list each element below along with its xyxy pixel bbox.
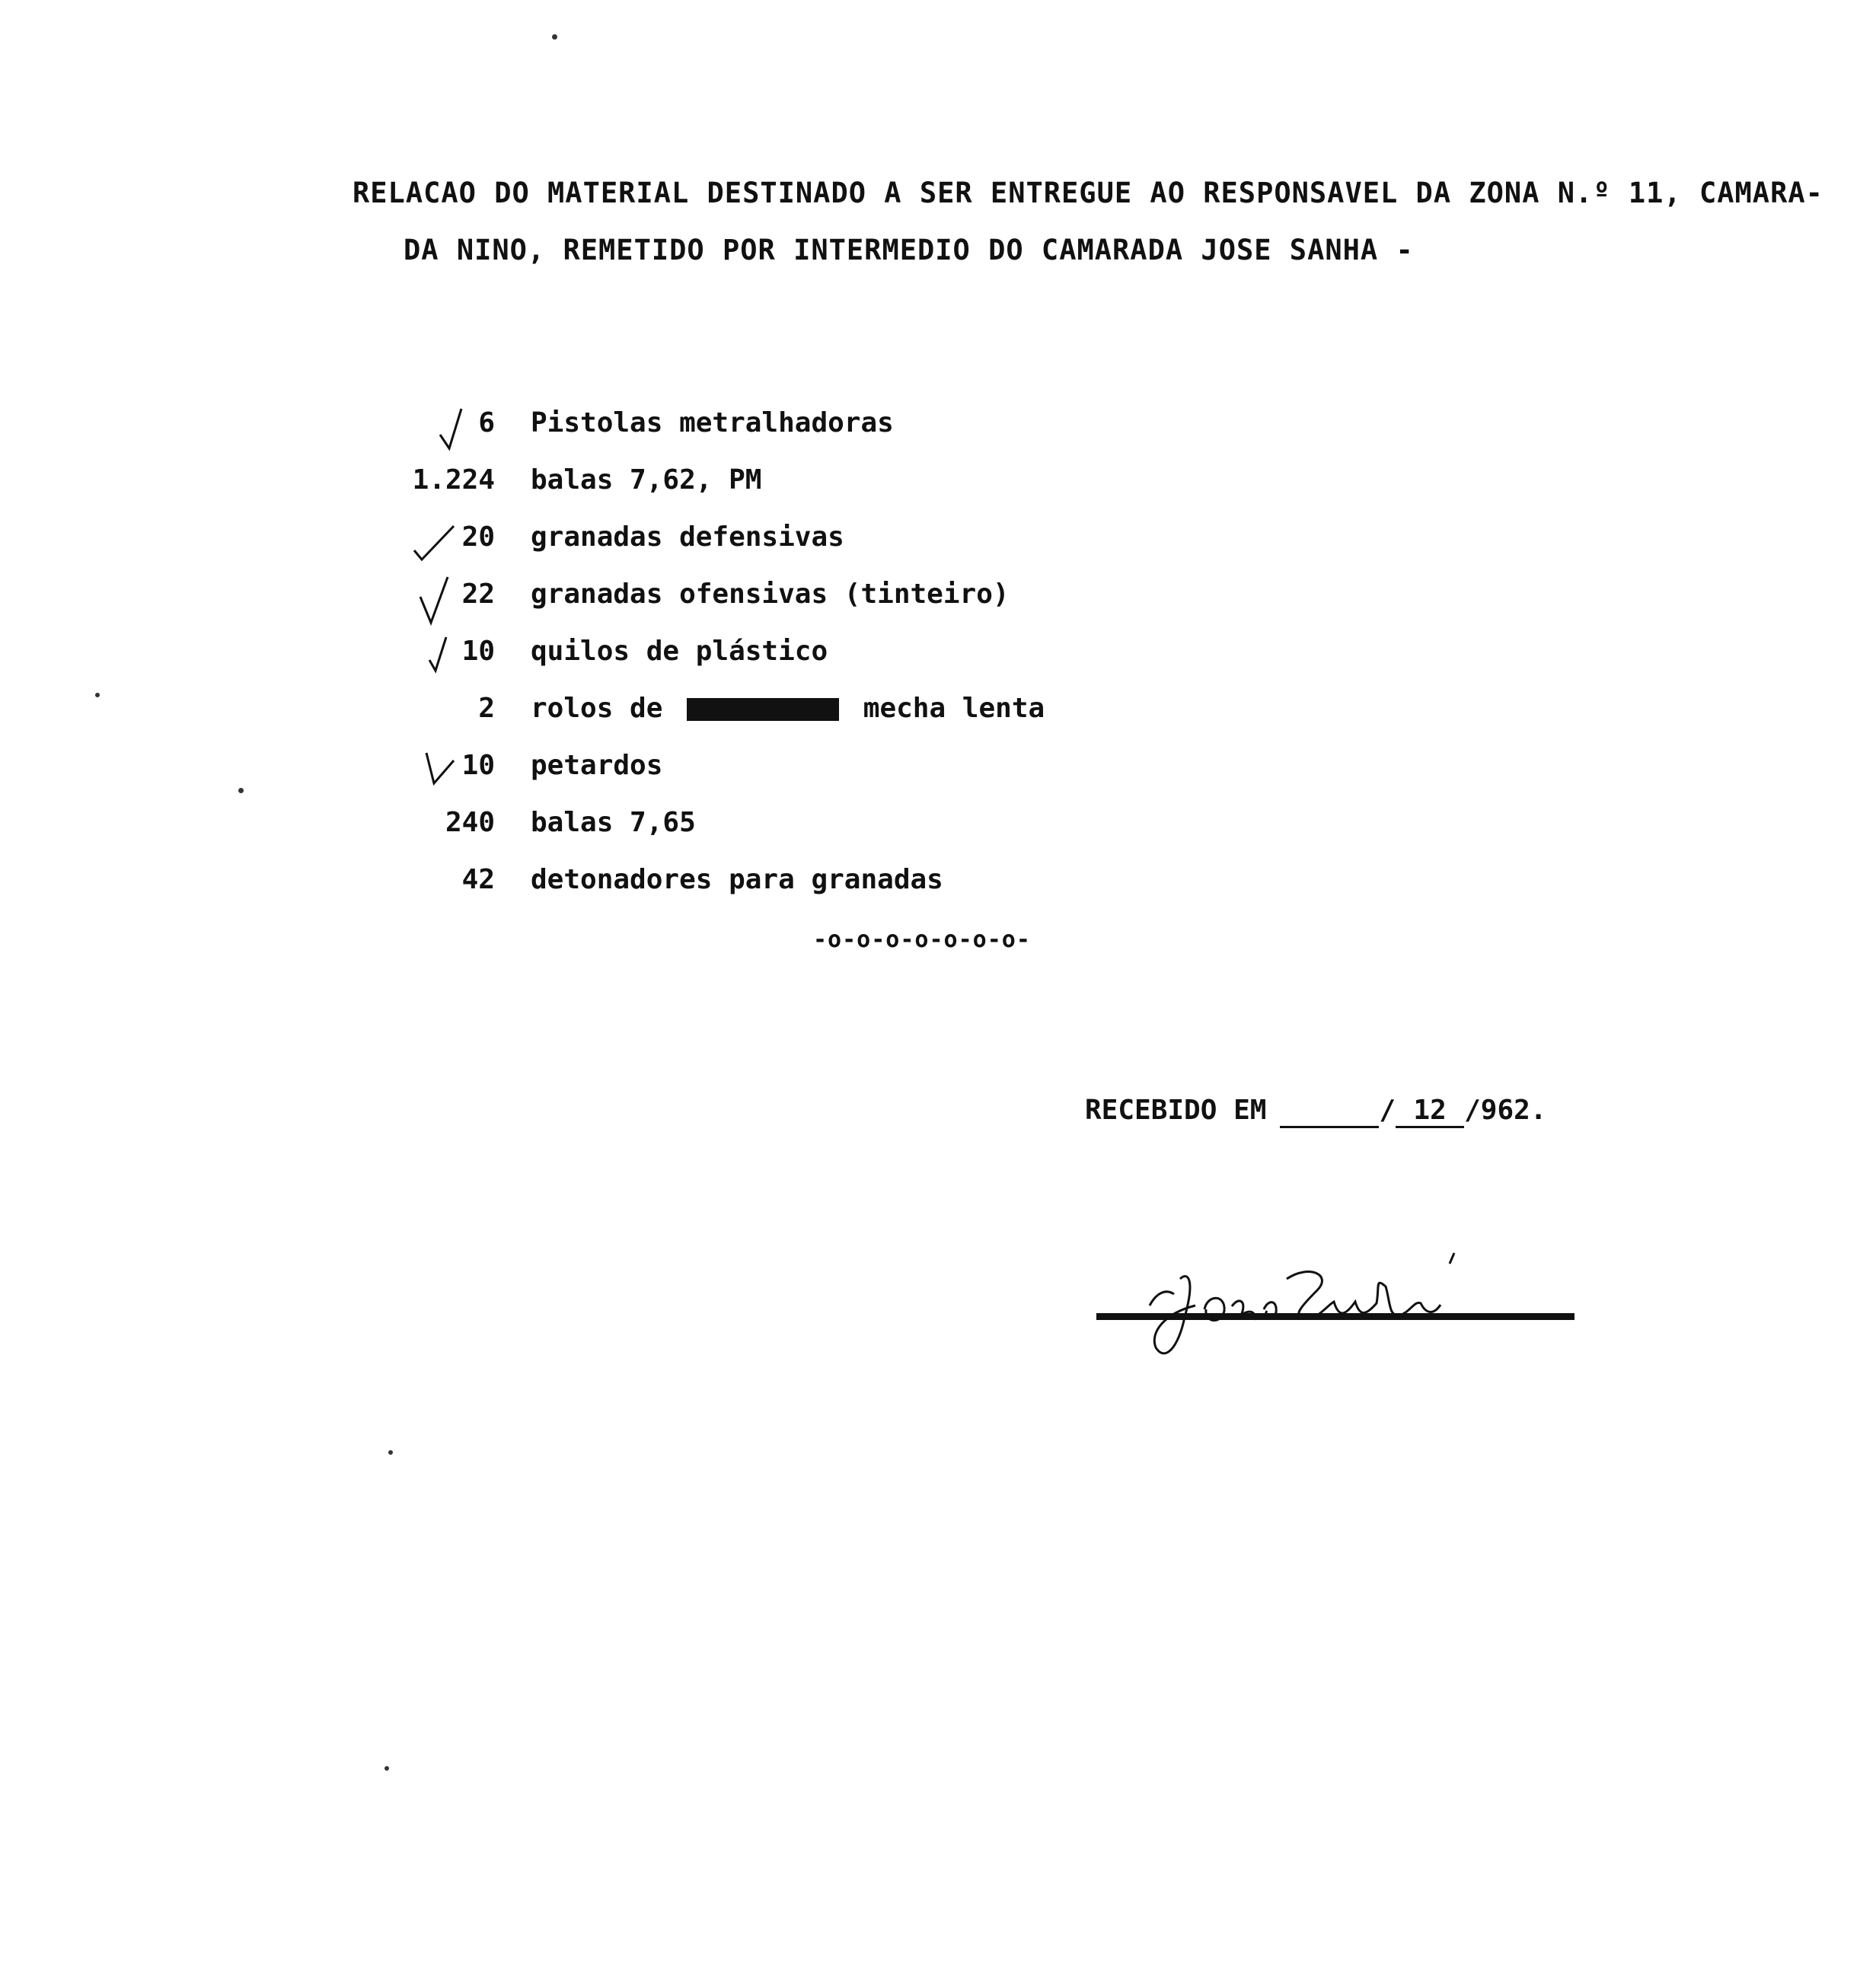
section-separator: -o-o-o-o-o-o-o- bbox=[813, 926, 1031, 953]
scan-speck bbox=[238, 788, 244, 793]
checkmark-icon bbox=[423, 745, 469, 799]
item-description: balas 7,62, PM bbox=[531, 464, 762, 496]
checkmark-icon bbox=[411, 517, 457, 570]
scan-speck bbox=[388, 1450, 393, 1455]
item-description: granadas defensivas bbox=[531, 521, 844, 553]
received-label: RECEBIDO EM bbox=[1085, 1095, 1267, 1126]
item-quantity: 6 bbox=[478, 407, 495, 438]
document-title-line-1: RELACAO DO MATERIAL DESTINADO A SER ENTREGUE AO RESPONSAVEL DA ZONA N.º 11, CAMARA- bbox=[353, 177, 1823, 209]
item-description-start: rolos de bbox=[531, 693, 663, 724]
item-quantity: 22 bbox=[461, 579, 495, 610]
signature-line bbox=[1096, 1313, 1574, 1320]
item-quantity: 10 bbox=[461, 636, 495, 667]
item-quantity: 42 bbox=[461, 864, 495, 895]
item-description: detonadores para granadas bbox=[531, 864, 943, 895]
scan-speck bbox=[552, 34, 557, 40]
item-quantity: 10 bbox=[461, 750, 495, 781]
received-month: 12 bbox=[1396, 1095, 1464, 1128]
scan-speck bbox=[384, 1766, 389, 1771]
received-year: /962. bbox=[1464, 1095, 1547, 1126]
scan-speck bbox=[95, 693, 100, 697]
checkmark-icon bbox=[423, 631, 469, 684]
received-date: RECEBIDO EM / 12 /962. bbox=[1085, 1095, 1546, 1128]
item-description: granadas ofensivas (tinteiro) bbox=[531, 579, 1010, 610]
item-description: quilos de plástico bbox=[531, 636, 828, 667]
checkmark-icon bbox=[417, 574, 463, 627]
handwritten-signature bbox=[1134, 1233, 1500, 1370]
checkmark-icon bbox=[436, 403, 481, 456]
item-quantity: 1.224 bbox=[412, 464, 495, 496]
item-description: Pistolas metralhadoras bbox=[531, 407, 894, 438]
item-description: balas 7,65 bbox=[531, 807, 696, 838]
redaction-block bbox=[687, 698, 839, 721]
item-description-end: mecha lenta bbox=[863, 693, 1045, 724]
item-quantity: 20 bbox=[461, 521, 495, 553]
document-title-line-2: DA NINO, REMETIDO POR INTERMEDIO DO CAMARADA JOSE SANHA - bbox=[404, 234, 1414, 266]
item-quantity: 240 bbox=[445, 807, 495, 838]
item-quantity: 2 bbox=[478, 693, 495, 724]
item-description: petardos bbox=[531, 750, 663, 781]
item-description bbox=[531, 693, 1045, 724]
day-blank bbox=[1280, 1103, 1379, 1128]
